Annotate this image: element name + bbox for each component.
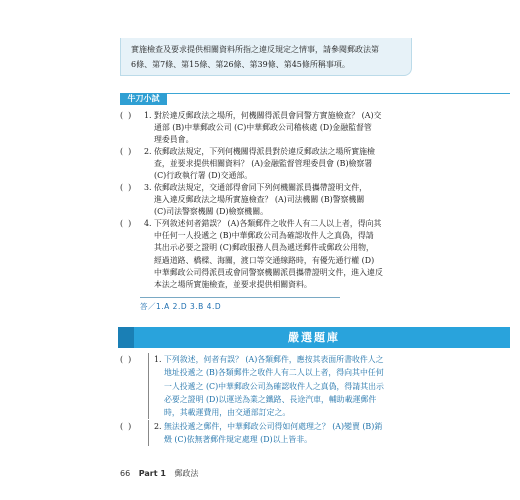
question-number: 2. [144, 147, 152, 156]
note-text [131, 42, 401, 72]
answer-blank: ( ) [120, 422, 132, 431]
question-number: 3. [144, 183, 152, 192]
exam-question-2 [120, 420, 510, 448]
question-number: 1. [154, 355, 162, 364]
question-bank-banner [118, 327, 510, 348]
question-text: 依郵政法規定，交通部得會同下列何機關派員攜帶證明文件， 進入違反郵政法之場所實施檢查？ (A)司法機關 (B)警察機關 (C)司法警察機關 (D)檢察機關。 [154, 183, 368, 217]
part-label: Part 1 [138, 469, 166, 478]
practice-question-3 [120, 182, 510, 218]
note-box [120, 38, 412, 76]
question-number: 4. [144, 219, 152, 228]
page-number: 66 [120, 469, 131, 478]
practice-question-2 [120, 146, 510, 182]
chapter-label: 郵政法 [174, 469, 199, 478]
answer-blank: ( ) [120, 355, 132, 364]
question-text: 下列敘述，何者有誤？ (A)各類郵件，應按其表面所書收件人之 地址投遞之 (B)各類郵件之收件人有二人以上者，得向其中任何 一人投遞之 (C)中華郵政公司為確認收件人之真偽，得請其出示 必要之證明 (D)以運送為業之鐵路、長途汽車，輔助載運郵件 時，其載運費用，由交通部訂定之。 [164, 355, 384, 418]
practice-question-4 [120, 218, 510, 292]
question-text: 無法投遞之郵件，中華郵政公司得如何處理之？ (A)變賣 (B)銷 燬 (C)依無著郵件規定處理 (D)以上皆非。 [164, 422, 383, 445]
divider [148, 353, 149, 419]
answer-blank: ( ) [120, 183, 132, 192]
answer-blank: ( ) [120, 111, 132, 120]
answer-rule [140, 297, 340, 298]
question-text: 下列敘述何者錯誤？ (A)各類郵件之收件人有二人以上者，得向其 中任何一人投遞之 (B)中華郵政公司為確認收件人之真偽，得請 其出示必要之證明 (C)郵政服務人員為遞送郵件或郵政公用物， 經過道路、橋樑、海關，渡口等交通線路時，有優先通行權 (D) 中華郵政公司得派員或會同警察機關派員攜帶證明文件，進入違反 本法之場所實施檢查，並要求提供相關資料。 [154, 219, 383, 290]
banner-title: 嚴選題庫 [288, 331, 340, 344]
section-label: 牛刀小試 [120, 93, 167, 105]
section-rule [120, 93, 510, 105]
question-text: 依郵政法規定，下列何機關得派員對於違反郵政法之場所實施檢 查，並要求提供相關資料？ (A)金融監督管理委員會 (B)檢察署 (C)行政執行署 (D)交通部。 [154, 147, 375, 181]
answer-blank: ( ) [120, 147, 132, 156]
note-line: 6條、第7條、第15條、第26條、第39條、第45條所稱事項。 [131, 60, 350, 69]
practice-question-1 [120, 110, 510, 146]
exam-question-1 [120, 353, 510, 421]
answer-key: 答／1.A 2.D 3.B 4.D [140, 302, 222, 311]
page-footer [120, 468, 198, 479]
divider [148, 420, 149, 446]
answer-blank: ( ) [120, 219, 132, 228]
question-text: 對於違反郵政法之場所，何機關得派員會同警方實施檢查？ (A)交 通部 (B)中華郵政公司 (C)中華郵政公司稽核處 (D)金融監督管 理委員會。 [154, 111, 382, 145]
question-number: 2. [154, 422, 162, 431]
question-number: 1. [144, 111, 152, 120]
note-line: 實施檢查及要求提供相關資料所指之違反規定之情事，請參閱郵政法第 [131, 45, 379, 54]
